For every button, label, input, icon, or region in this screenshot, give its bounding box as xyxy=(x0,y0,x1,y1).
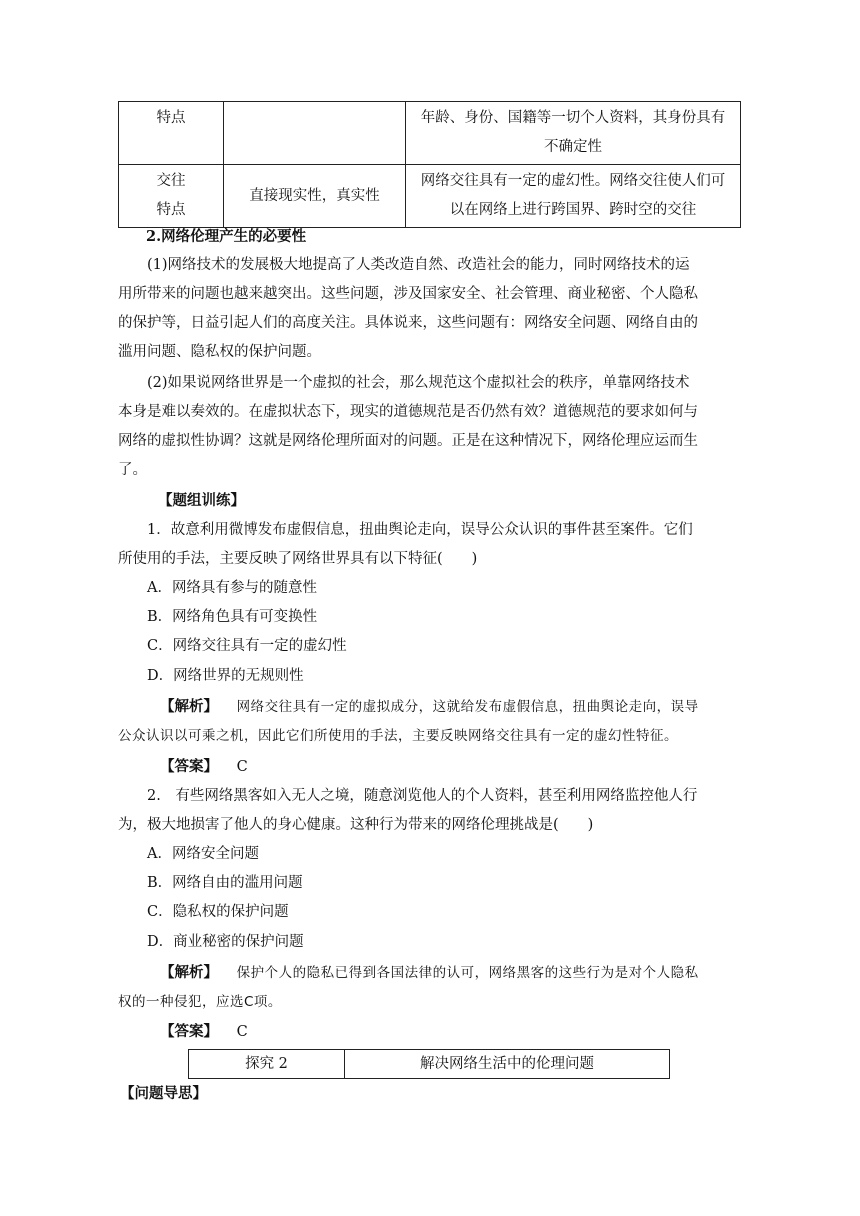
answer-value: C xyxy=(236,1024,248,1040)
paragraph-line: 了。 xyxy=(118,462,147,478)
answer-label: 【答案】 xyxy=(160,758,218,775)
paragraph-line: 滥用问题、隐私权的保护问题。 xyxy=(118,344,321,360)
option: D．网络世界的无规则性 xyxy=(147,668,304,684)
comparison-table xyxy=(118,101,741,228)
analysis-text: 网络交往具有一定的虚拟成分，这就给发布虚假信息，扭曲舆论走向，误导 xyxy=(236,699,699,715)
paragraph-line: 网络的虚拟性协调？这就是网络伦理所面对的问题。正是在这种情况下，网络伦理应运而生 xyxy=(118,433,698,449)
table-cell: 特点 xyxy=(119,102,224,165)
section-heading: 2.网络伦理产生的必要性 xyxy=(146,228,307,245)
question-stem: 所使用的手法，主要反映了网络世界具有以下特征( ) xyxy=(118,551,478,567)
paragraph-line: 用所带来的问题也越来越突出。这些问题，涉及国家安全、社会管理、商业秘密、个人隐私 xyxy=(118,286,698,302)
paragraph-line: (2)如果说网络世界是一个虚拟的社会，那么规范这个虚拟社会的秩序，单靠网络技术 xyxy=(147,375,690,391)
option: C．网络交往具有一定的虚幻性 xyxy=(147,638,347,654)
explore-tag: 探究 2 xyxy=(189,1050,345,1079)
option: A．网络具有参与的随意性 xyxy=(147,580,317,596)
paragraph-line: 本身是难以奏效的。在虚拟状态下，现实的道德规范是否仍然有效？道德规范的要求如何与 xyxy=(118,404,698,420)
answer-label: 【答案】 xyxy=(160,1023,218,1040)
training-heading: 【题组训练】 xyxy=(158,492,245,509)
table-row xyxy=(119,102,741,165)
question-stem: 2. 有些网络黑客如入无人之境，随意浏览他人的个人资料，甚至利用网络监控他人行 xyxy=(147,788,698,804)
table-cell: 网络交往具有一定的虚幻性。网络交往使人们可 以在网络上进行跨国界、跨时空的交往 xyxy=(406,165,741,228)
paragraph-line: 的保护等，日益引起人们的高度关注。具体说来，这些问题有：网络安全问题、网络自由的 xyxy=(118,315,698,331)
paragraph-line: (1)网络技术的发展极大地提高了人类改造自然、改造社会的能力，同时网络技术的运 xyxy=(147,257,690,273)
analysis-line xyxy=(160,692,784,722)
answer-line xyxy=(160,752,784,782)
answer-line xyxy=(160,1017,784,1047)
analysis-text: 公众认识以可乘之机，因此它们所使用的手法，主要反映网络交往具有一定的虚幻性特征。 xyxy=(118,728,678,744)
guide-heading: 【问题导思】 xyxy=(120,1085,207,1102)
question-stem: 为，极大地损害了他人的身心健康。这种行为带来的网络伦理挑战是( ) xyxy=(118,817,594,833)
option: C．隐私权的保护问题 xyxy=(147,904,289,920)
explore-title: 解决网络生活中的伦理问题 xyxy=(345,1050,670,1079)
table-cell: 交往 特点 xyxy=(119,165,224,228)
analysis-label: 【解析】 xyxy=(160,698,218,715)
option: A．网络安全问题 xyxy=(147,846,259,862)
analysis-text: 权的一种侵犯，应选C项。 xyxy=(118,994,282,1010)
table-cell: 年龄、身份、国籍等一切个人资料，其身份具有 不确定性 xyxy=(406,102,741,165)
table-row xyxy=(119,165,741,228)
table-cell: 直接现实性，真实性 xyxy=(224,165,406,228)
analysis-label: 【解析】 xyxy=(160,964,218,981)
answer-value: C xyxy=(236,759,248,775)
table-cell xyxy=(224,102,406,165)
option: B．网络角色具有可变换性 xyxy=(147,609,318,625)
option: D．商业秘密的保护问题 xyxy=(147,934,304,950)
explore-banner xyxy=(188,1049,670,1079)
analysis-line xyxy=(160,958,784,988)
question-stem: 1．故意利用微博发布虚假信息，扭曲舆论走向，误导公众认识的事件甚至案件。它们 xyxy=(147,522,693,538)
analysis-text: 保护个人的隐私已得到各国法律的认可，网络黑客的这些行为是对个人隐私 xyxy=(236,965,699,981)
option: B．网络自由的滥用问题 xyxy=(147,875,303,891)
